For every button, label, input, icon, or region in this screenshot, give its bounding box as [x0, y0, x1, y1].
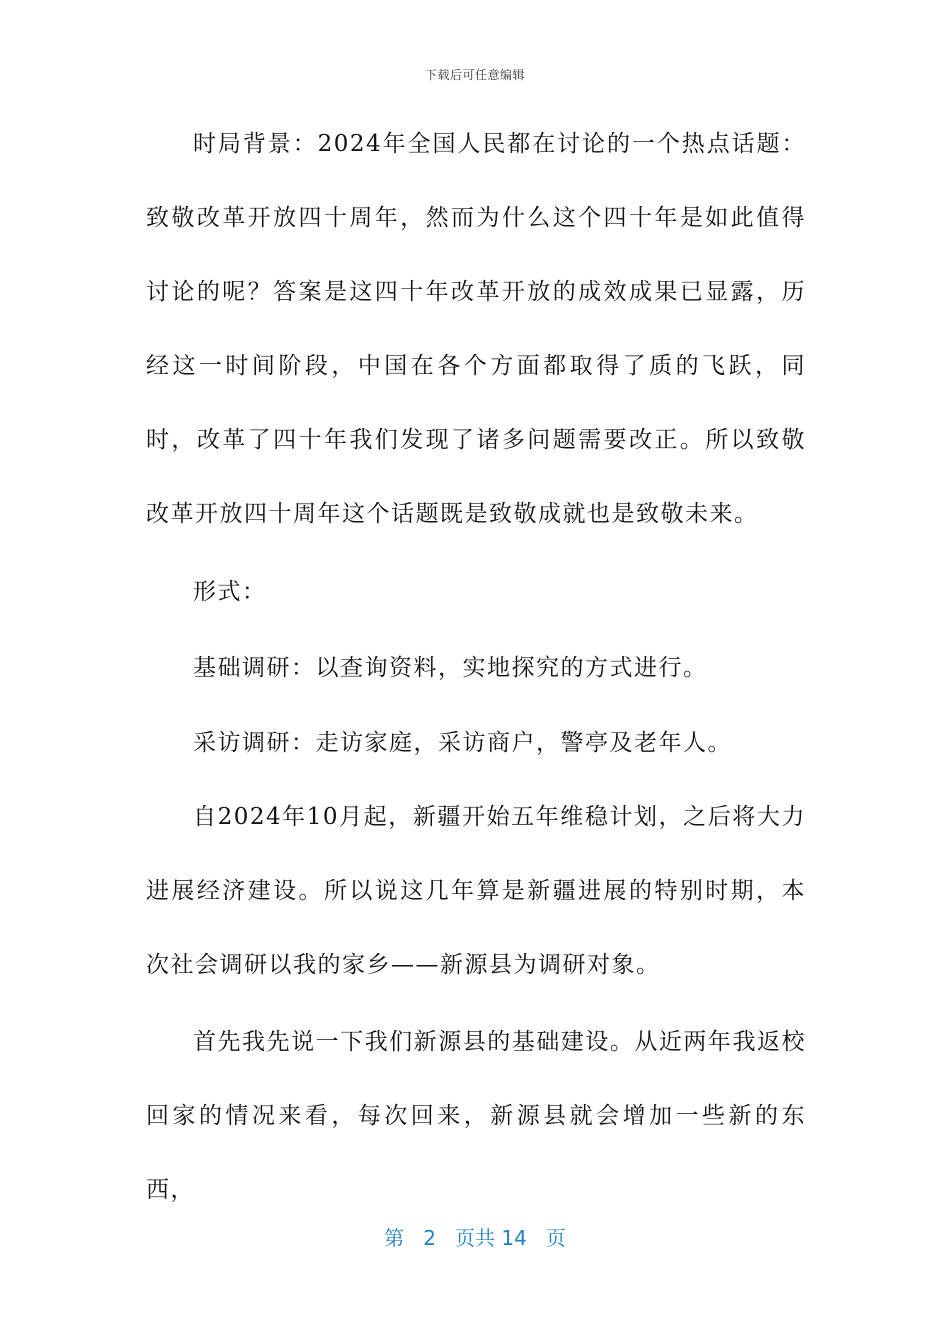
- footer-label-middle: 页共: [455, 1226, 495, 1250]
- footer-label-suffix: 页: [545, 1226, 566, 1250]
- paragraph-interview-research: 采访调研：走访家庭，采访商户，警亭及老年人。: [193, 730, 732, 756]
- paragraph-xinjiang-plan: 自2024年10月起，新疆开始五年维稳计划，之后将大力进展经济建设。所以说这几年算是新疆进展的特别时期，本次社会调研以我的家乡——新源县为调研对象。: [146, 804, 806, 978]
- footer-current-page: 2: [423, 1226, 436, 1250]
- footer-total-pages: 14: [501, 1226, 527, 1250]
- paragraph-background: 时局背景：2024年全国人民都在讨论的一个热点话题：致敬改革开放四十周年，然而为什么这个四十年是如此值得讨论的呢？答案是这四十年改革开放的成效成果已显露，历经这一时间阶段，中国在各个方面都取得了质的飞跃，同时，改革了四十年我们发现了诸多问题需要改正。所以致敬改革开放四十周年这个话题既是致敬成就也是致敬未来。: [146, 131, 806, 527]
- footer-label-prefix: 第: [384, 1226, 405, 1250]
- paragraph-infrastructure: 首先我先说一下我们新源县的基础建设。从近两年我返校回家的情况来看，每次回来，新源县就会增加一些新的东西，: [146, 1029, 806, 1203]
- page-footer: [0, 1222, 950, 1251]
- paragraph-form-heading: 形式：: [193, 579, 267, 605]
- paragraph-basic-research: 基础调研：以查询资料，实地探究的方式进行。: [193, 655, 708, 681]
- page-header-note: 下载后可任意编辑: [424, 68, 525, 82]
